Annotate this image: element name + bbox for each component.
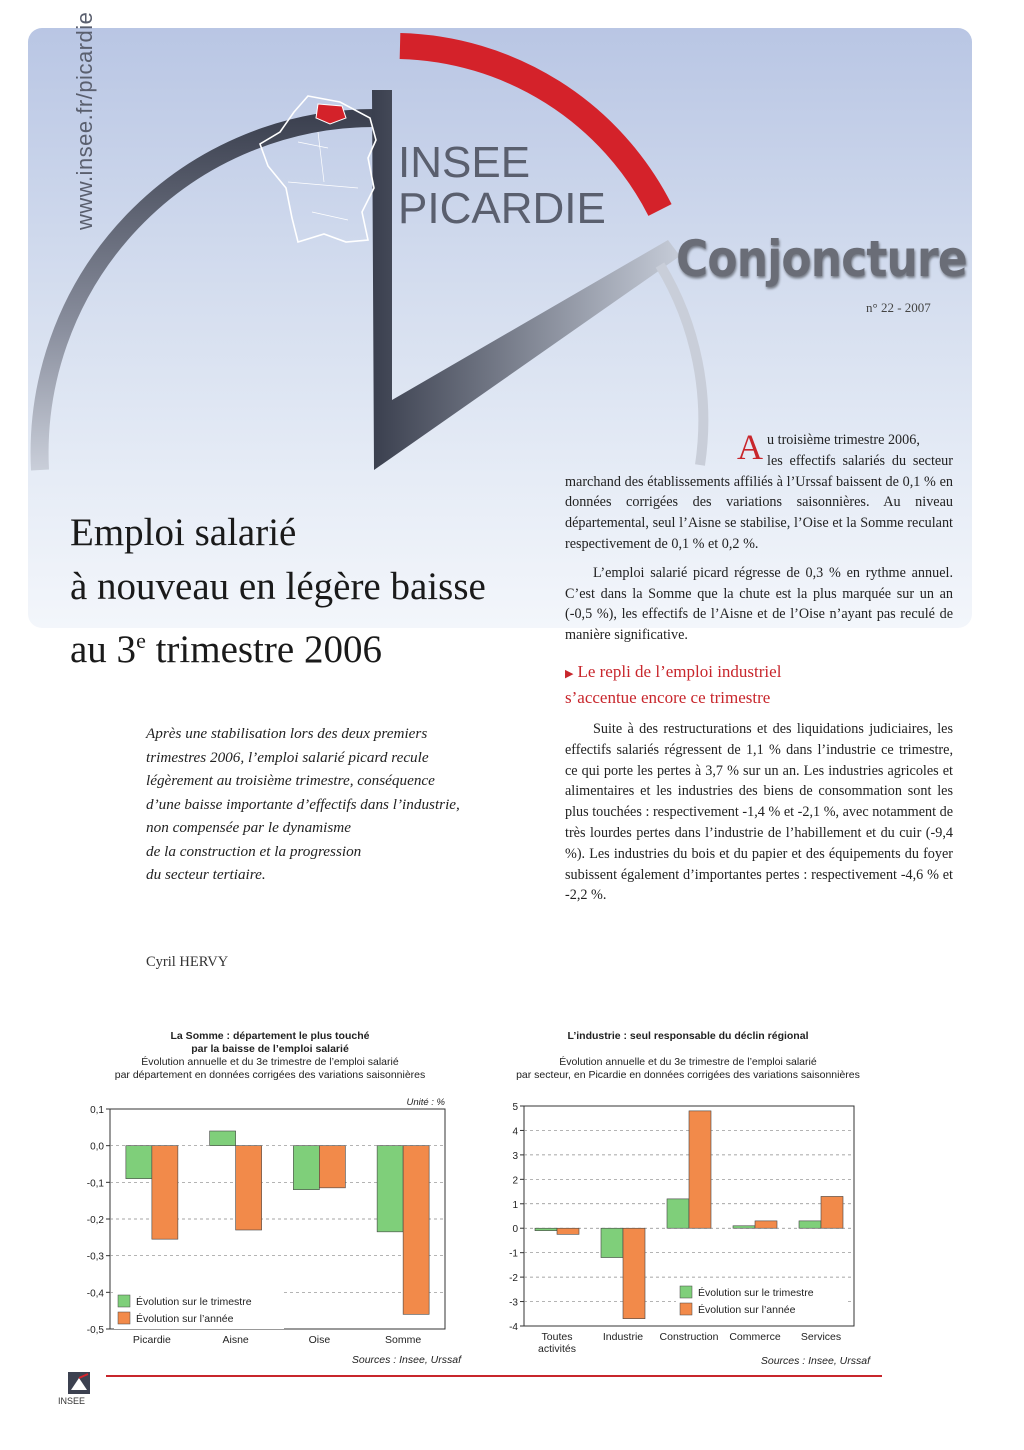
y-tick-label: 0 [512, 1224, 518, 1236]
y-tick-label: -4 [509, 1322, 518, 1333]
bar-trimestre [377, 1146, 403, 1232]
section-heading-line-2: s’accentue encore ce trimestre [565, 687, 771, 707]
bar-trimestre [210, 1131, 236, 1146]
title-line-3-sup: e [136, 628, 146, 653]
y-tick-label: -2 [509, 1273, 518, 1285]
chart1-subtitle-line-2: par département en données corrigées des variations saisonnières [114, 1069, 426, 1081]
bar-trimestre [126, 1146, 152, 1179]
chart1-title-line-1: La Somme : département le plus touché [170, 1030, 370, 1042]
legend-label: Évolution sur l’année [698, 1304, 796, 1316]
title-line-3 [70, 614, 486, 677]
brand-line-1: INSEE [398, 138, 531, 187]
legend-swatch [118, 1295, 130, 1307]
y-tick-label: -0,3 [86, 1251, 104, 1263]
paragraph-2: L’emploi salarié picard régresse de 0,3 % en rythme annuel. C’est dans la Somme que la chute est la plus marquée sur un an (-0,5 %), les effectifs de l’Aisne et de l’Oise n’ayant pas reculé de manière significative. [565, 564, 953, 644]
footer-rule [106, 1375, 882, 1377]
x-tick-label: Industrie [602, 1331, 644, 1343]
bar-trimestre [601, 1228, 623, 1257]
article-body [565, 427, 953, 914]
bar-annee [689, 1111, 711, 1228]
publication-title: Conjoncture [676, 230, 967, 288]
brand-logo-text [398, 140, 606, 232]
chart-industrie [488, 1090, 888, 1375]
bar-trimestre [799, 1221, 821, 1228]
dropcap: A [737, 427, 763, 467]
x-tick-label: Picardie [132, 1334, 171, 1346]
footer-logo-text: INSEE [58, 1396, 86, 1406]
chart2-titles [488, 1030, 888, 1082]
chart2-title-line-1: L’industrie : seul responsable du déclin régional [567, 1030, 809, 1042]
x-tick-label: Aisne [222, 1334, 249, 1346]
abstract-line: légèrement au troisième trimestre, conséquence [146, 772, 435, 789]
legend-swatch [680, 1303, 692, 1315]
y-tick-label: 1 [512, 1199, 518, 1211]
issue-number: n° 22 - 2007 [866, 300, 931, 315]
y-tick-label: -0,1 [86, 1178, 104, 1190]
bar-annee [821, 1196, 843, 1228]
y-tick-label: -0,5 [86, 1325, 104, 1336]
paragraph-1-first-line: u troisième trimestre 2006, [767, 432, 920, 448]
title-line-2: à nouveau en légère baisse [70, 565, 486, 608]
insee-logo-icon [62, 1370, 98, 1420]
x-tick-label: activités [538, 1343, 576, 1355]
y-tick-label: 3 [512, 1150, 518, 1162]
title-line-1: Emploi salarié [70, 511, 297, 554]
bar-annee [557, 1228, 579, 1234]
legend-label: Évolution sur le trimestre [698, 1287, 814, 1299]
bar-annee [236, 1146, 262, 1230]
bar-annee [755, 1221, 777, 1228]
article-title [70, 506, 486, 677]
abstract-line: Après une stabilisation lors des deux premiers [146, 725, 428, 742]
section-heading [565, 660, 953, 709]
x-tick-label: Construction [659, 1331, 719, 1343]
bar-annee [403, 1146, 429, 1315]
brand-line-2: PICARDIE [398, 184, 606, 233]
title-line-3-post: trimestre 2006 [145, 628, 382, 671]
chart2-subtitle-line-2: par secteur, en Picardie en données corrigées des variations saisonnières [516, 1069, 860, 1081]
paragraph-3: Suite à des restructurations et des liquidations judiciaires, les effectifs salariés régressent de 1,1 % dans l’industrie ce trimestre, ce qui porte les pertes à 3,7 % sur un an. Les industries agricoles et alimentaires et les industries des biens de consommation sont les plus touchées : respectivement -1,4 % et -2,1 %, avec notamment de très lourdes pertes dans l’industrie de l’habillement et du cuir (-9,4 %). Les industries du bois et du papier et des équipements du foyer subissent également d’importantes pertes : respectivement -4,6 % et -2,2 %. [565, 720, 953, 904]
chart1-title-line-2: par la baisse de l’emploi salarié [191, 1043, 349, 1055]
abstract [146, 722, 546, 887]
triangle-bullet-icon: ▶ [565, 667, 574, 680]
section-heading-line-1: Le repli de l’emploi industriel [577, 661, 782, 681]
source-label: Sources : Insee, Urssaf [351, 1354, 461, 1366]
bar-trimestre [535, 1228, 557, 1230]
x-tick-label: Toutes [541, 1331, 573, 1343]
x-tick-label: Oise [308, 1334, 331, 1346]
abstract-line: de la construction et la progression [146, 842, 362, 860]
x-tick-label: Commerce [729, 1331, 781, 1343]
chart1-subtitle-line-1: Évolution annuelle et du 3e trimestre de l’emploi salarié [141, 1056, 399, 1068]
x-tick-label: Services [800, 1331, 842, 1343]
y-tick-label: 4 [512, 1126, 518, 1138]
bar-trimestre [733, 1226, 755, 1228]
unit-label: Unité : % [406, 1097, 445, 1108]
bar-trimestre [293, 1146, 319, 1190]
paragraph-1-rest: les effectifs salariés du secteur marchand des établissements affiliés à l’Urssaf baissent de 0,1 % en données corrigées des variations saisonnières. Au niveau départemental, seul l’Aisne se stabilise, l’Oise et la Somme reculant respectivement de 0,1 % et 0,2 %. [565, 452, 953, 552]
source-label: Sources : Insee, Urssaf [760, 1355, 870, 1367]
legend-swatch [118, 1312, 130, 1324]
y-tick-label: 0,0 [90, 1141, 104, 1153]
legend-label: Évolution sur le trimestre [136, 1296, 252, 1308]
x-tick-label: Somme [385, 1334, 422, 1346]
abstract-line: d’une baisse importante d’effectifs dans l’industrie, [146, 795, 460, 813]
website-url: www.insee.fr/picardie [72, 11, 97, 230]
paragraph-1 [565, 427, 953, 555]
y-tick-label: -0,2 [86, 1215, 104, 1226]
y-tick-label: -1 [509, 1248, 518, 1260]
y-tick-label: -3 [509, 1297, 518, 1309]
abstract-line: non compensée par le dynamisme [146, 819, 351, 836]
bar-annee [152, 1146, 178, 1240]
y-tick-label: 2 [512, 1175, 518, 1187]
bar-trimestre [667, 1199, 689, 1228]
y-tick-label: 0,1 [90, 1105, 104, 1116]
chart2-subtitle-line-1: Évolution annuelle et du 3e trimestre de l’emploi salarié [559, 1056, 817, 1068]
chart-somme [80, 1085, 470, 1370]
title-line-3-pre: au 3 [70, 628, 137, 671]
legend-label: Évolution sur l’année [136, 1313, 234, 1325]
abstract-line: du secteur tertiaire. [146, 866, 266, 883]
chart1-titles [80, 1030, 460, 1082]
legend-swatch [680, 1286, 692, 1298]
abstract-line: trimestres 2006, l’emploi salarié picard recule [146, 748, 429, 766]
y-tick-label: 5 [512, 1102, 518, 1113]
bar-annee [319, 1146, 345, 1188]
y-tick-label: -0,4 [86, 1288, 104, 1300]
bar-annee [623, 1228, 645, 1318]
author: Cyril HERVY [146, 954, 229, 970]
